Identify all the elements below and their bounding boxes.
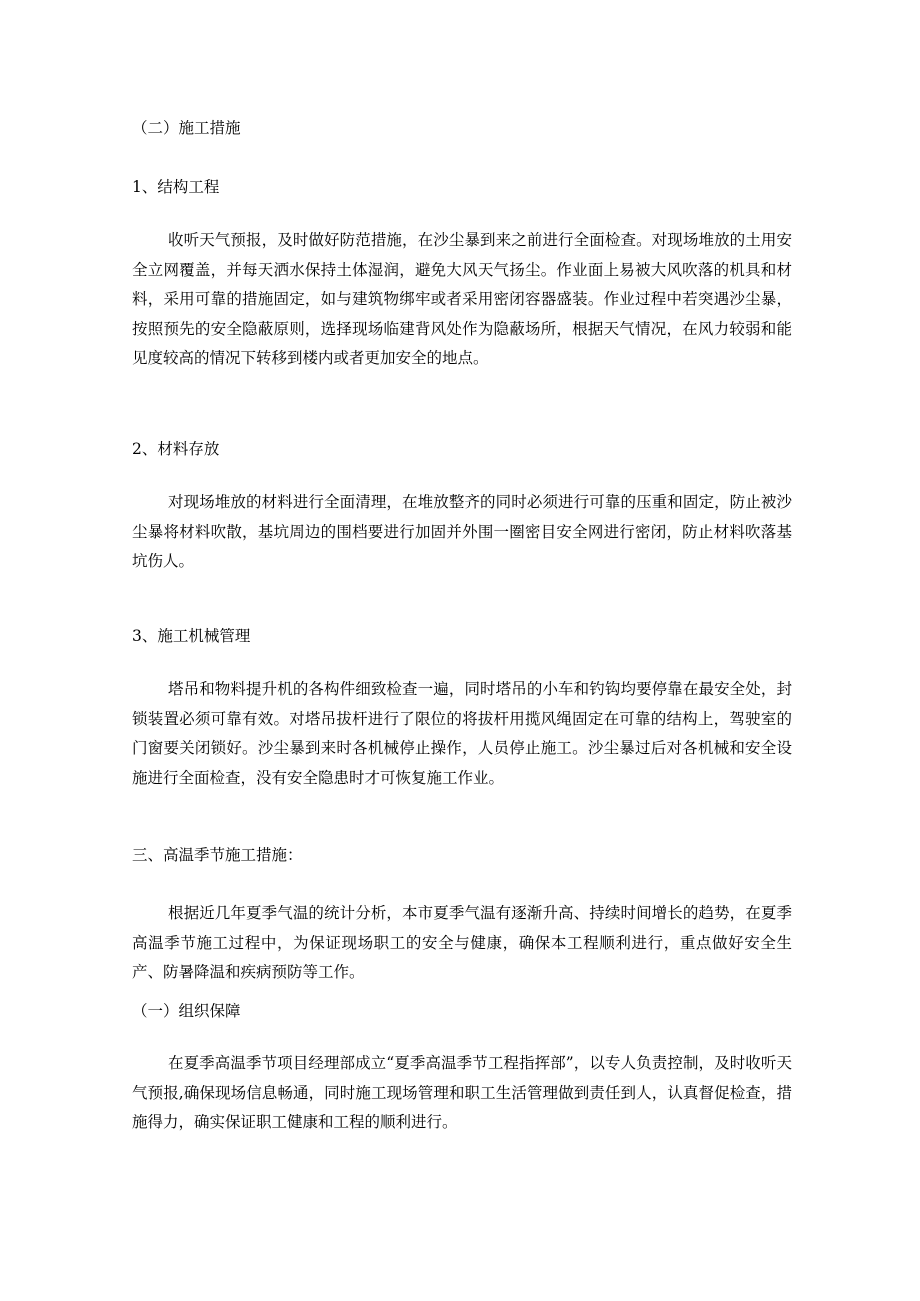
item-1-title: 1、结构工程: [132, 178, 220, 196]
item-1-paragraph: 收听天气预报，及时做好防范措施，在沙尘暴到来之前进行全面检查。对现场堆放的土用安全立网覆盖，并每天洒水保持土体湿润，避免大风天气扬尘。作业面上易被大风吹落的机具和材料，采用可靠的措施固定，如与建筑物绑牢或者采用密闭容器盛装。作业过程中若突遇沙尘暴，按照预先的安全隐蔽原则，选择现场临建背风处作为隐蔽场所，根据天气情况，在风力较弱和能见度较高的情况下转移到楼内或者更加安全的地点。: [132, 231, 792, 367]
item-2-paragraph: 对现场堆放的材料进行全面清理，在堆放整齐的同时必须进行可靠的压重和固定，防止被沙尘暴将材料吹散，基坑周边的围档要进行加固并外围一圈密目安全网进行密闭，防止材料吹落基坑伤人。: [132, 493, 792, 570]
chapter-3-title: 三、高温季节施工措施：: [132, 846, 303, 864]
item-3-paragraph: 塔吊和物料提升机的各构件细致检查一遍，同时塔吊的小车和钓钩均要停靠在最安全处，封锁装置必须可靠有效。对塔吊拔杆进行了限位的将拔杆用揽风绳固定在可靠的结构上，驾驶室的门窗要关闭锁好。沙尘暴到来时各机械停止操作，人员停止施工。沙尘暴过后对各机械和安全设施进行全面检查，没有安全隐患时才可恢复施工作业。: [132, 680, 792, 787]
section-2-title: （二）施工措施: [132, 119, 241, 137]
section-1-title: （一）组织保障: [132, 1002, 241, 1020]
item-3-title: 3、施工机械管理: [132, 627, 251, 645]
item-2-title: 2、材料存放: [132, 440, 220, 458]
chapter-3-paragraph: 根据近几年夏季气温的统计分析，本市夏季气温有逐渐升高、持续时间增长的趋势，在夏季高温季节施工过程中，为保证现场职工的安全与健康，确保本工程顺利进行，重点做好安全生产、防暑降温和疾病预防等工作。: [132, 904, 792, 981]
section-1-paragraph: 在夏季高温季节项目经理部成立“夏季高温季节工程指挥部”，以专人负责控制，及时收听天气预报,确保现场信息畅通，同时施工现场管理和职工生活管理做到责任到人，认真督促检查，措施得力，确实保证职工健康和工程的顺利进行。: [132, 1054, 792, 1131]
